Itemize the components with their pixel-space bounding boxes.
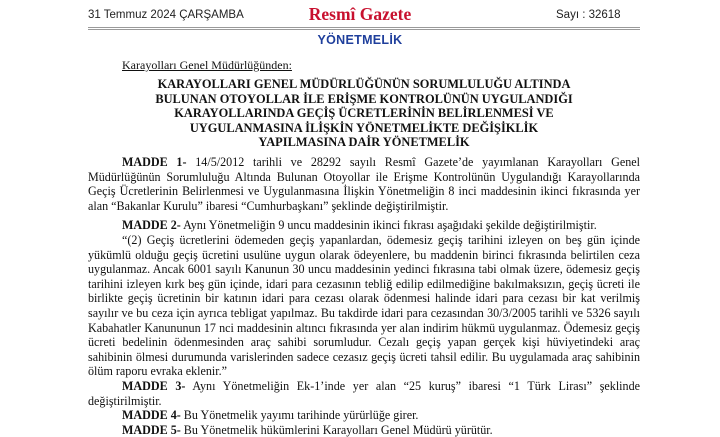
title-line: UYGULANMASINA İLİŞKİN YÖNETMELİKTE DEĞİŞİKLİK [189, 120, 539, 135]
gazette-header [0, 0, 720, 30]
article-label: MADDE 5- [122, 422, 181, 437]
article-label: MADDE 4- [122, 408, 181, 423]
article-1 [88, 155, 640, 213]
regulation-title [130, 77, 598, 150]
article-text: Aynı Yönetmeliğin 9 uncu maddesinin ikinci fıkrası aşağıdaki şekilde değiştirilmiştir. [180, 218, 597, 233]
article-text: Bu Yönetmelik hükümlerini Karayolları Genel Müdürü yürütür. [180, 422, 493, 437]
title-line: KARAYOLLARI GENEL MÜDÜRLÜĞÜNÜN SORUMLULUĞU ALTINDA [157, 77, 571, 91]
article-2 [88, 218, 640, 233]
gazette-title: Resmî Gazete [308, 4, 412, 24]
title-line: YAPILMASINA DAİR YÖNETMELİK [258, 135, 470, 150]
header-rule-top [88, 27, 640, 28]
article-label: MADDE 2- [122, 218, 181, 233]
issue-date: 31 Temmuz 2024 ÇARŞAMBA [88, 9, 244, 21]
title-line: BULUNAN OTOYOLLAR İLE ERİŞME KONTROLÜNÜN UYGULANDIĞI [155, 91, 573, 106]
article-2-amended-paragraph [88, 233, 640, 379]
article-text: “(2) Geçiş ücretlerini ödemeden geçiş yapanlardan, ödemesiz geçiş tarihini izleyen on beş gün içinde yükümlü olduğu geçiş ücretini usulüne uygun olarak ödeyenlere, bu maddenin birinci fıkrasında belirtilen ceza uygulanmaz. Ancak 6001 sayılı Kanunun 30 uncu maddesinin yedinci fıkrasına tabi olmak üzere, ödemesiz geçiş tarihini izleyen kırk beş gün içinde, idari para cezasının tebliğ edilip edilmediğine bakılmaksızın, geçiş ücreti ile birlikte geçiş ücretinin bir katının idari para cezası olarak ödenmesi halinde idari para cezası bir kat verilmiş sayılır ve bu ceza için ayrıca tebligat yapılmaz. Bu takdirde idari para cezasından 30/3/2005 tarihli ve 5326 sayılı Kabahatler Kanununun 17 nci maddesinin altıncı fıkrasında yer alan indirim hükmü uygulanmaz. Ödemesiz geçiş ücreti bedelinin ödenmesinden araç sahibi sorumludur. Cezalı geçiş yapan gerçek kişi hüviyetindeki araç sahibinin ölmesi durumunda varislerinden sadece cezasız geçiş ücreti tahsil edilir. Bu uygulamada araç sahibinin ölüm raporu evraka eklenir.” [88, 232, 640, 379]
article-text: Bu Yönetmelik yayımı tarihinde yürürlüğe girer. [180, 408, 419, 423]
article-5 [88, 423, 640, 437]
article-text: Aynı Yönetmeliğin Ek-1’inde yer alan “25 kuruş” ibaresi “1 Türk Lirası” şeklinde değiştirilmiştir. [88, 378, 641, 408]
title-line: KARAYOLLARINDA GEÇİŞ ÜCRETLERİNİN BELİRLENMESİ VE [174, 106, 554, 121]
section-heading: YÖNETMELİK [317, 33, 403, 47]
header-rule-bottom [88, 29, 640, 30]
article-label: MADDE 3- [122, 378, 186, 393]
article-3 [88, 379, 640, 408]
article-text: 14/5/2012 tarihli ve 28292 sayılı Resmî Gazete’de yayımlanan Karayolları Genel Müdürlüğünün Sorumluluğu Altında Bulunan Otoyollar ile Erişme Kontrolünün Uygulandığı Karayollarında Geçiş Ücretlerinin Belirlenmesi ve Uygulanmasına İlişkin Yönetmeliğin 8 inci maddesinin ikinci fıkrasında yer alan “Bakanlar Kurulu” ibaresi “Cumhurbaşkanı” şeklinde değiştirilmiştir. [88, 155, 641, 213]
article-4 [88, 408, 640, 423]
issuing-authority: Karayolları Genel Müdürlüğünden: [122, 58, 292, 72]
article-label: MADDE 1- [122, 155, 187, 169]
regulation-body [88, 155, 640, 437]
issue-number: Sayı : 32618 [556, 9, 621, 21]
